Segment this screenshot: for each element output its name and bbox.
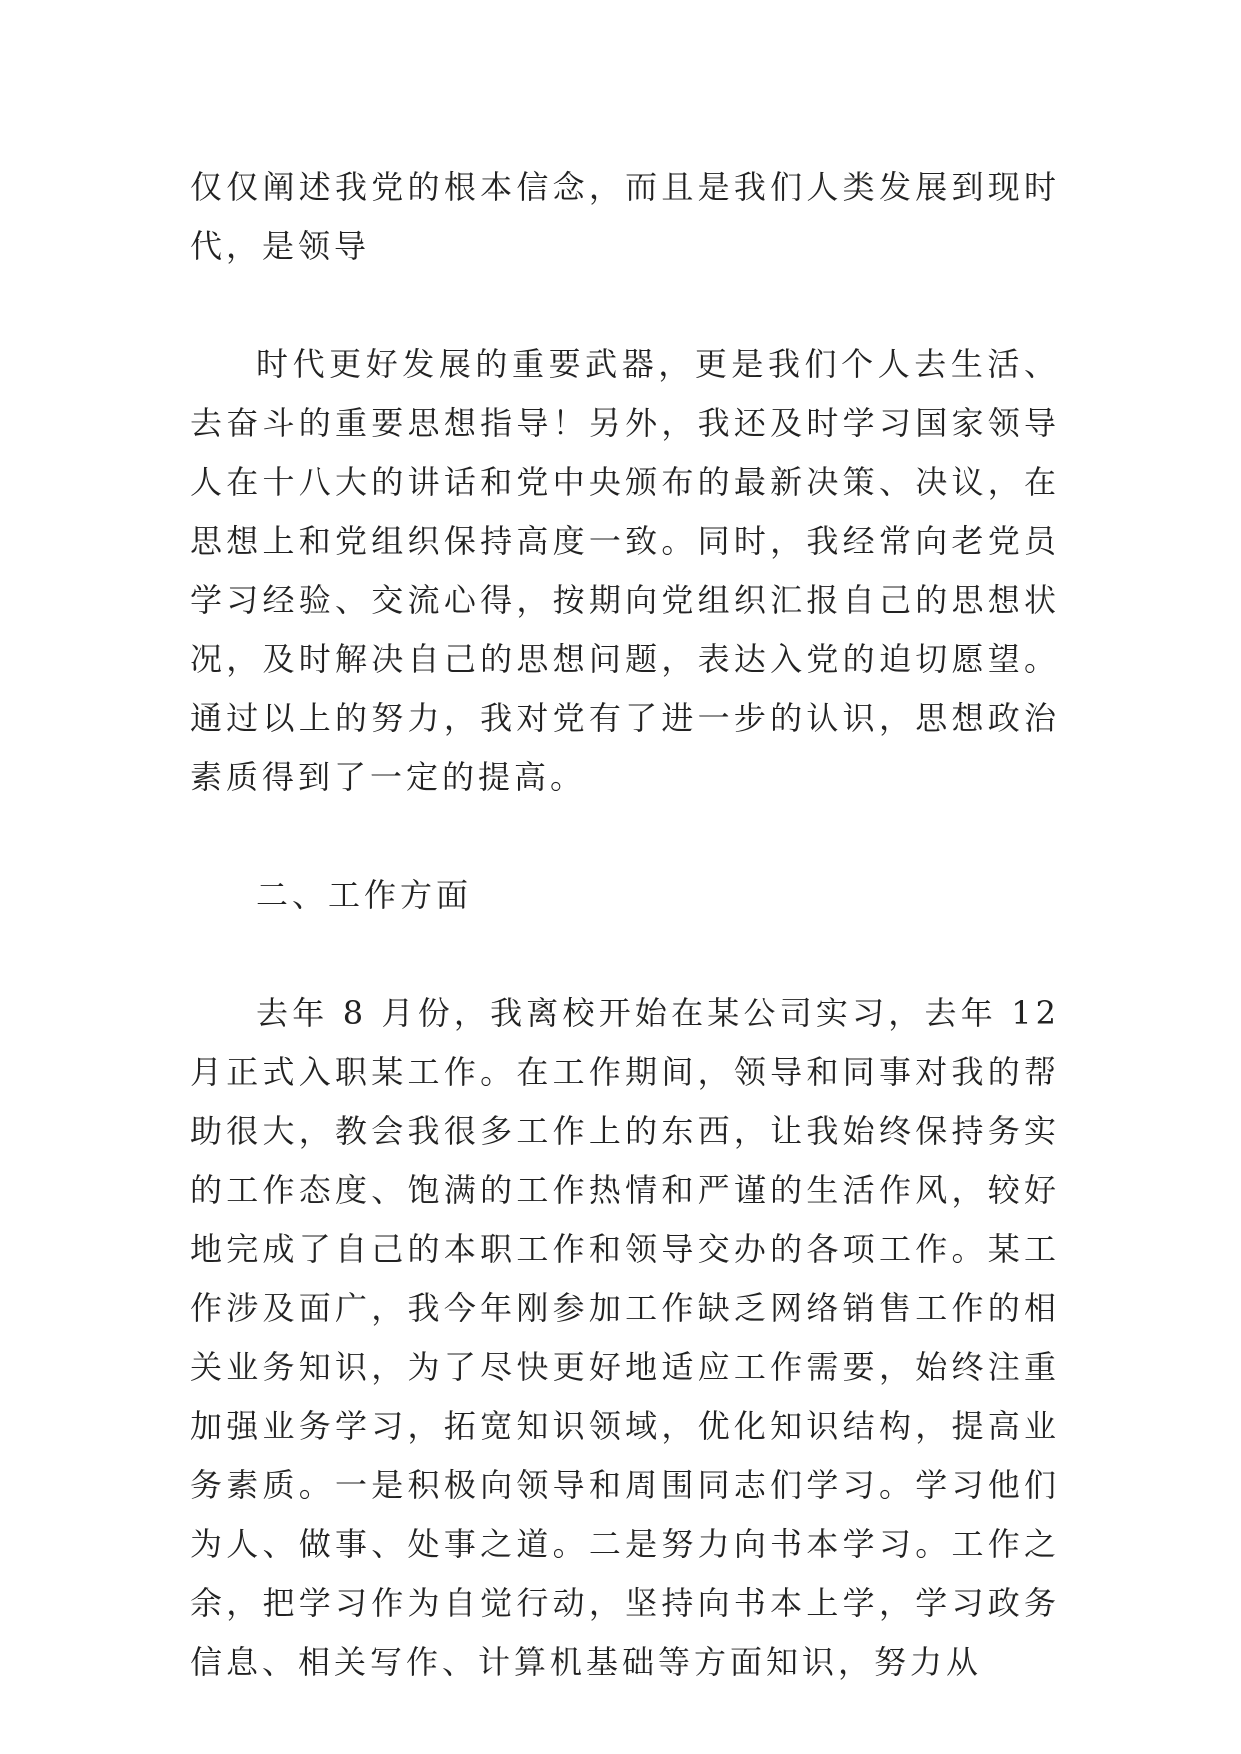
paragraph-work: 去年 8 月份，我离校开始在某公司实习，去年 12 月正式入职某工作。在工作期间，领导和同事对我的帮助很大，教会我很多工作上的东西，让我始终保持务实的工作态度、饱满的工作热情和严谨的生活作风，较好地完成了自己的本职工作和领导交办的各项工作。某工作涉及面广，我今年刚参加工作缺乏网络销售工作的相关业务知识，为了尽快更好地适应工作需要，始终注重加强业务学习，拓宽知识领域，优化知识结构，提高业务素质。一是积极向领导和周围同志们学习。学习他们为人、做事、处事之道。二是努力向书本学习。工作之余，把学习作为自觉行动，坚持向书本上学，学习政务信息、相关写作、计算机基础等方面知识，努力从 bbox=[190, 994, 1075, 1681]
document-body bbox=[190, 158, 1075, 1751]
section-heading-work: 二、工作方面 bbox=[256, 876, 473, 914]
paragraph-continuation: 仅仅阐述我党的根本信念，而且是我们人类发展到现时代，是领导 bbox=[190, 168, 1060, 265]
paragraph-study: 时代更好发展的重要武器，更是我们个人去生活、去奋斗的重要思想指导！另外，我还及时学习国家领导人在十八大的讲话和党中央颁布的最新决策、决议，在思想上和党组织保持高度一致。同时，我经常向老党员学习经验、交流心得，按期向党组织汇报自己的思想状况，及时解决自己的思想问题，表达入党的迫切愿望。通过以上的努力，我对党有了进一步的认识，思想政治素质得到了一定的提高。 bbox=[190, 345, 1060, 796]
